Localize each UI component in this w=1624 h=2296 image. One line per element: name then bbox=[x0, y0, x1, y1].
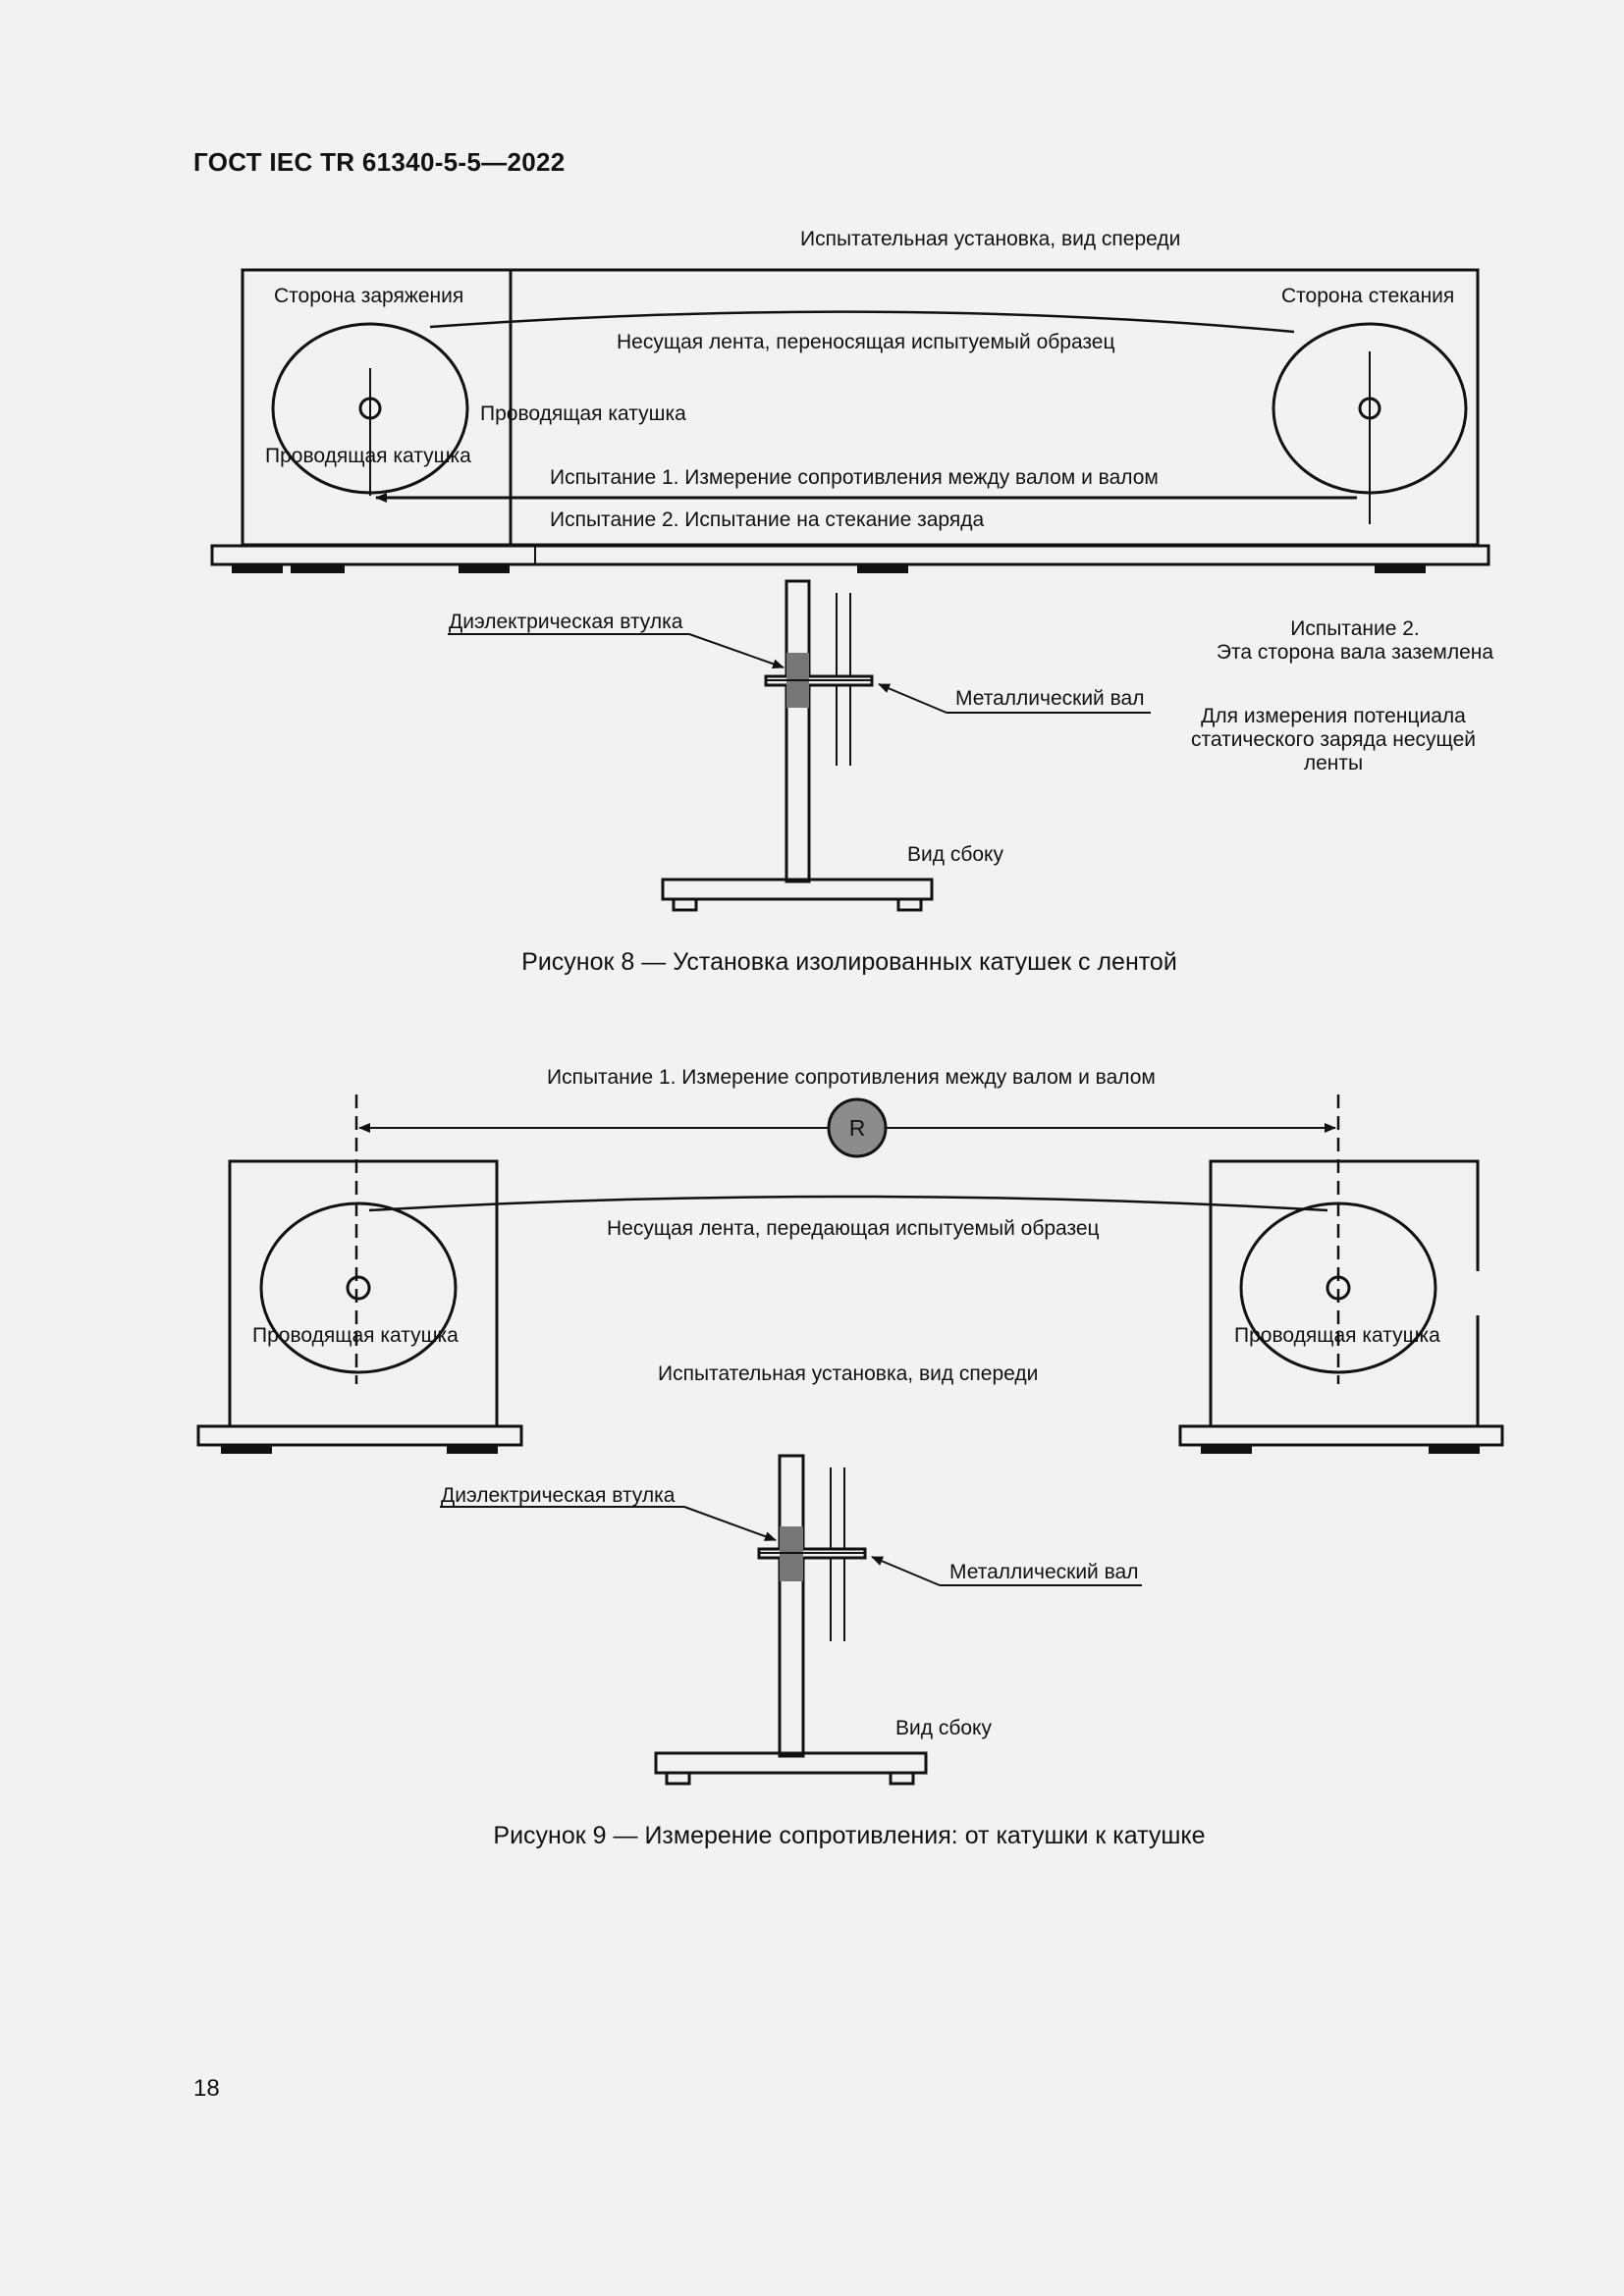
conductive-reel-label-left: Проводящая катушка bbox=[252, 1324, 459, 1347]
figure-8-caption: Рисунок 8 — Установка изолированных катушек с лентой bbox=[521, 948, 1177, 976]
note-grounded-1: Испытание 2. bbox=[1290, 617, 1420, 640]
page-number: 18 bbox=[193, 2075, 220, 2102]
figure-9-diagram bbox=[0, 1065, 1624, 1806]
conductive-reel-label-right: Проводящая катушка bbox=[480, 402, 686, 425]
note-potential-2: статического заряда несущей bbox=[1190, 728, 1477, 751]
right-base bbox=[1180, 1426, 1502, 1445]
test1-label: Испытание 1. Измерение сопротивления между валом и валом bbox=[550, 466, 1159, 489]
front-view-title: Испытательная установка, вид спереди bbox=[800, 228, 1181, 250]
test2-label: Испытание 2. Испытание на стекание заряда bbox=[550, 508, 985, 531]
carrier-tape bbox=[430, 312, 1294, 332]
stand-post bbox=[780, 1456, 803, 1756]
carrier-tape-label: Несущая лента, передающая испытуемый образец bbox=[607, 1217, 1100, 1240]
side-view-label: Вид сбоку bbox=[907, 843, 1003, 866]
test1-label: Испытание 1. Измерение сопротивления между валом и валом bbox=[547, 1066, 1156, 1089]
charging-side-label: Сторона заряжения bbox=[274, 285, 464, 307]
figure-9-caption: Рисунок 9 — Измерение сопротивления: от катушки к катушке bbox=[493, 1822, 1206, 1849]
conductive-reel-label-right: Проводящая катушка bbox=[1234, 1324, 1440, 1347]
stand-post bbox=[786, 581, 809, 881]
document-header: ГОСТ IEC TR 61340-5-5—2022 bbox=[193, 147, 566, 177]
carrier-tape-label: Несущая лента, переносящая испытуемый образец bbox=[617, 331, 1115, 353]
figure-8-diagram bbox=[0, 216, 1624, 933]
left-base bbox=[198, 1426, 521, 1445]
note-potential-3: ленты bbox=[1303, 752, 1364, 774]
note-grounded-2: Эта сторона вала заземлена bbox=[1216, 641, 1494, 664]
dielectric-sleeve-label: Диэлектрическая втулка bbox=[449, 611, 683, 633]
side-view-label: Вид сбоку bbox=[895, 1717, 992, 1739]
dissipation-side-label: Сторона стекания bbox=[1281, 285, 1455, 307]
note-potential-1: Для измерения потенциала bbox=[1201, 705, 1466, 727]
resistor-label: R bbox=[848, 1115, 866, 1141]
conductive-reel-label-left: Проводящая катушка bbox=[265, 445, 471, 467]
base-plate bbox=[212, 546, 1489, 564]
metal-shaft-label: Металлический вал bbox=[949, 1561, 1139, 1583]
carrier-tape bbox=[369, 1197, 1327, 1210]
front-view-title: Испытательная установка, вид спереди bbox=[658, 1362, 1039, 1385]
metal-shaft-label: Металлический вал bbox=[955, 687, 1145, 710]
right-housing bbox=[1211, 1161, 1478, 1426]
dielectric-sleeve-label: Диэлектрическая втулка bbox=[441, 1484, 676, 1507]
left-reel bbox=[261, 1203, 456, 1372]
